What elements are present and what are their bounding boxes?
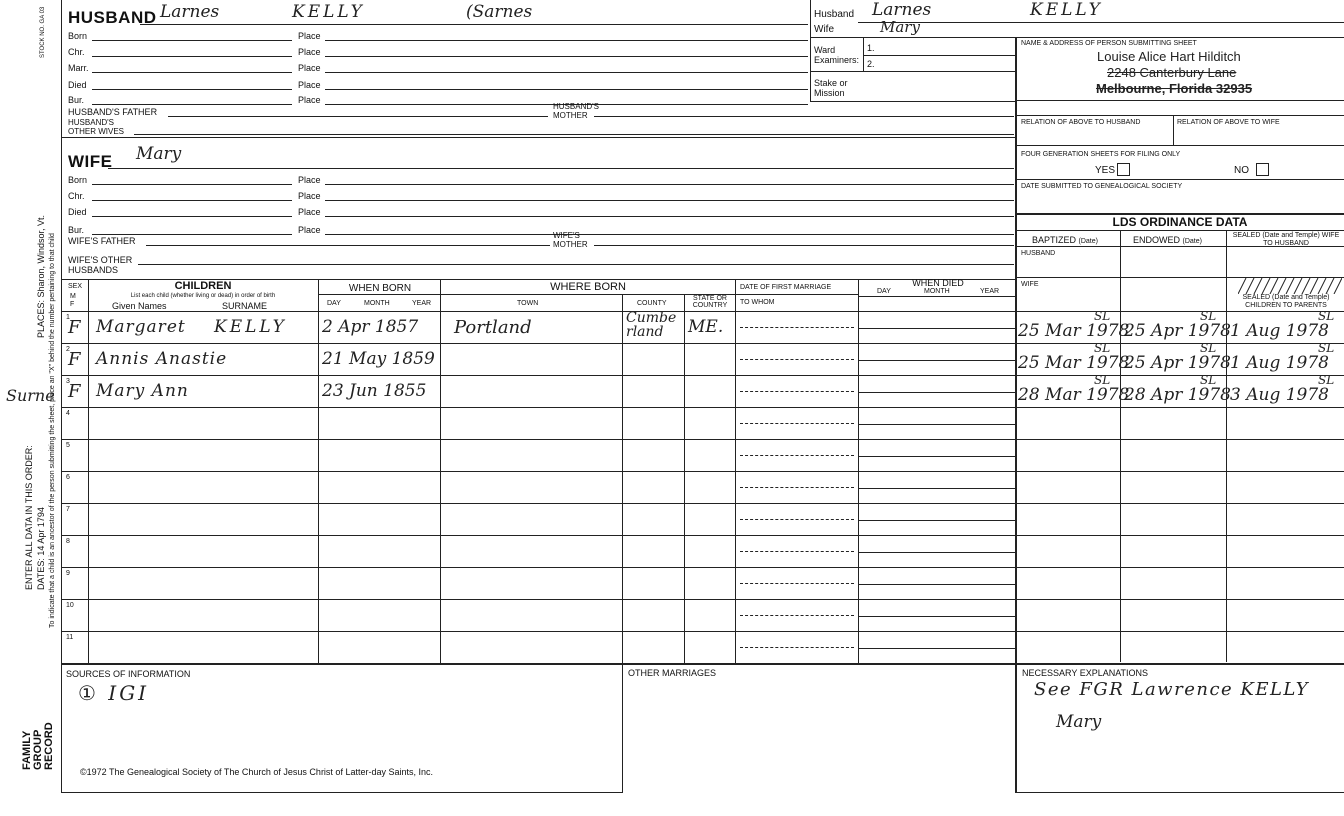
child-row-divider <box>61 567 1016 568</box>
when-born-day: DAY <box>327 300 341 307</box>
lds-col-divider-2 <box>1226 230 1227 662</box>
when-died-month: MONTH <box>924 288 950 295</box>
date-submitted-label: DATE SUBMITTED TO GENEALOGICAL SOCIETY <box>1021 183 1183 190</box>
husband-father-line <box>168 116 548 117</box>
lds-baptized-text: BAPTIZED <box>1032 235 1077 245</box>
when-died-year: YEAR <box>980 288 1000 295</box>
child-birth-date: 21 May 1859 <box>322 349 435 369</box>
wife-chr-place-line <box>325 200 1014 201</box>
husband-marr-place-line <box>325 72 808 73</box>
lds-temple-code-1: SL <box>1094 373 1111 387</box>
lds-endowed-date: 25 Apr 1978 <box>1124 353 1231 373</box>
header-wife-label: Wife <box>814 24 834 35</box>
lds-baptized-date: 25 Mar 1978 <box>1018 321 1130 341</box>
child-birth-state: ME. <box>688 317 724 337</box>
lds-sealed-children-label: SEALED (Date and Temple) CHILDREN TO PARENTS <box>1242 294 1330 309</box>
born-subheader-line <box>319 294 735 295</box>
child-marriage-line <box>740 647 854 648</box>
four-gen-line <box>1016 179 1344 180</box>
child-marriage-line <box>740 327 854 328</box>
stake-label: Stake or <box>814 78 848 88</box>
husband-father-label: HUSBAND'S FATHER <box>68 107 158 117</box>
lds-row-divider <box>1016 567 1344 568</box>
husband-given-name: Larnes <box>160 2 220 22</box>
child-died-line <box>858 392 1016 393</box>
child-number: 6 <box>66 474 70 481</box>
lds-row-divider <box>1016 535 1344 536</box>
children-header-bottom <box>61 311 1016 312</box>
header-husband-surname: KELLY <box>1030 0 1103 20</box>
to-whom-label: TO WHOM <box>740 299 775 306</box>
child-given-name: Mary Ann <box>96 381 189 401</box>
child-died-line <box>858 584 1016 585</box>
husband-born-label: Born <box>68 31 88 41</box>
child-number: 7 <box>66 506 70 513</box>
child-sex: F <box>68 349 81 370</box>
child-marriage-line <box>740 551 854 552</box>
child-row-divider <box>61 471 1016 472</box>
lds-wife-line <box>1016 311 1344 312</box>
husband-chr-place-label: Place <box>298 47 321 57</box>
child-number: 5 <box>66 442 70 449</box>
child-row-divider <box>61 535 1016 536</box>
footer-bottom-line <box>61 792 622 793</box>
submitter-street: 2248 Canterbury Lane <box>1107 65 1237 80</box>
sealed-hatch-marks <box>1238 278 1342 294</box>
wife-born-label: Born <box>68 175 88 185</box>
child-birth-town: Portland <box>454 317 532 338</box>
child-number: 4 <box>66 410 70 417</box>
wife-bur-label: Bur. <box>68 225 85 235</box>
explanations-value: See FGR Lawrence KELLY <box>1034 679 1310 700</box>
lds-temple-code-2: SL <box>1200 373 1217 387</box>
sources-value-text: IGI <box>108 681 150 705</box>
header-husband-label: Husband <box>814 9 855 20</box>
child-died-line <box>858 424 1016 425</box>
lds-col-divider-1 <box>1120 230 1121 662</box>
relation-wife-label: RELATION OF ABOVE TO WIFE <box>1177 119 1280 126</box>
header-husband-given: Larnes <box>872 0 932 20</box>
husband-bur-place-label: Place <box>298 95 321 105</box>
child-row-divider <box>61 407 1016 408</box>
lds-husband-label: HUSBAND <box>1021 250 1056 257</box>
wife-heading: WIFE <box>68 152 113 171</box>
wife-chr-place-label: Place <box>298 191 321 201</box>
children-list-note: List each child (whether living or dead) in order of birth <box>130 293 276 299</box>
county-label: COUNTY <box>637 300 667 307</box>
lds-endowed-text: ENDOWED <box>1133 235 1180 245</box>
child-birth-date: 2 Apr 1857 <box>322 317 419 337</box>
husband-chr-label: Chr. <box>68 47 85 57</box>
child-marriage-line <box>740 615 854 616</box>
child-row-divider <box>61 599 1016 600</box>
relation-divider <box>1173 115 1174 145</box>
header-husband-line <box>858 22 1344 23</box>
town-label: TOWN <box>517 300 539 307</box>
husband-surname: KELLY <box>292 2 365 22</box>
husband-chr-line <box>92 56 292 57</box>
child-row-divider <box>61 375 1016 376</box>
husband-died-place-line <box>325 89 808 90</box>
wife-died-line <box>92 216 292 217</box>
wife-father-line <box>146 245 550 246</box>
wife-other-husbands-label: WIFE'S OTHER HUSBANDS <box>68 255 133 275</box>
examiners-label: Examiners: <box>814 55 860 65</box>
explanations-value-2: Mary <box>1056 712 1102 732</box>
husband-mother-label: HUSBAND'S MOTHER <box>553 102 599 120</box>
wife-mother-label: WIFE'S MOTHER <box>553 231 588 249</box>
wife-mother-line <box>594 245 1014 246</box>
col-county-divider <box>684 294 685 663</box>
wife-born-place-line <box>325 184 1014 185</box>
child-given-name: Margaret <box>96 317 186 337</box>
places-note: PLACES: Sharon, Windsor, Vt. <box>36 214 46 338</box>
husband-born-place-label: Place <box>298 31 321 41</box>
examiners-divider <box>863 37 864 71</box>
husband-bur-label: Bur. <box>68 95 85 105</box>
mission-label: Mission <box>814 88 845 98</box>
header-wife-given: Mary <box>880 18 920 36</box>
enter-all-note: ENTER ALL DATA IN THIS ORDER: <box>24 445 34 590</box>
child-birth-date: 23 Jun 1855 <box>322 381 427 401</box>
lds-wife-label: WIFE <box>1021 281 1039 288</box>
wife-bur-place-line <box>325 234 1014 235</box>
first-marriage-line <box>736 294 858 295</box>
header-wife-line <box>810 37 1344 38</box>
husband-chr-place-line <box>325 56 808 57</box>
husband-other-wives-line <box>134 134 1014 135</box>
relation-husband-label: RELATION OF ABOVE TO HUSBAND <box>1021 119 1141 126</box>
lds-endowed-date: 28 Apr 1978 <box>1124 385 1231 405</box>
children-label: CHILDREN <box>174 280 232 292</box>
ancestor-indicator-note: To indicate that a child is an ancestor of the person submitting the sheet, place an "X" behind the number pertaining to that child <box>49 233 56 628</box>
husband-marr-label: Marr. <box>68 63 89 73</box>
wife-chr-line <box>92 200 292 201</box>
lds-baptized-date: 28 Mar 1978 <box>1018 385 1130 405</box>
first-marriage-label: DATE OF FIRST MARRIAGE <box>740 284 832 291</box>
child-marriage-line <box>740 359 854 360</box>
husband-bur-line <box>92 104 292 105</box>
stake-divider <box>810 101 1016 102</box>
wife-died-place-line <box>325 216 1014 217</box>
stock-number: STOCK NO. GA 03 <box>40 6 46 58</box>
husband-marr-line <box>92 72 292 73</box>
lds-row-divider <box>1016 471 1344 472</box>
child-birth-county: Cumberland <box>626 310 677 340</box>
margin-handwritten-note: Surne <box>6 386 55 405</box>
lds-temple-code-3: SL <box>1318 309 1335 323</box>
left-border <box>61 0 62 792</box>
wife-died-label: Died <box>68 207 87 217</box>
family-group-record-title: FAMILY GROUP RECORD <box>21 722 55 770</box>
right-panel-border <box>1015 37 1017 793</box>
wife-bur-place-label: Place <box>298 225 321 235</box>
child-died-line <box>858 648 1016 649</box>
lds-temple-code-2: SL <box>1200 309 1217 323</box>
when-born-month: MONTH <box>364 300 390 307</box>
lds-sealed-date: 1 Aug 1978 <box>1230 321 1329 341</box>
lds-temple-code-2: SL <box>1200 341 1217 355</box>
wife-died-place-label: Place <box>298 207 321 217</box>
footer-right-bottom-line <box>1016 792 1344 793</box>
sex-label: SEX <box>68 283 83 290</box>
lds-row-divider <box>1016 503 1344 504</box>
lds-temple-code-3: SL <box>1318 341 1335 355</box>
child-sex: F <box>68 381 81 402</box>
surname-label: SURNAME <box>222 301 268 311</box>
child-row-divider <box>61 503 1016 504</box>
relation-top-line <box>1016 115 1344 116</box>
explanations-label: NECESSARY EXPLANATIONS <box>1022 668 1149 678</box>
footer-divider <box>622 663 623 793</box>
child-number: 8 <box>66 538 70 545</box>
child-marriage-line <box>740 519 854 520</box>
examiner-2: 2. <box>867 59 875 69</box>
husband-marr-place-label: Place <box>298 63 321 73</box>
four-gen-yes-checkbox[interactable] <box>1117 163 1130 176</box>
wife-father-label: WIFE'S FATHER <box>68 236 136 246</box>
child-died-line <box>858 360 1016 361</box>
lds-row-divider <box>1016 599 1344 600</box>
lds-row-divider <box>1016 631 1344 632</box>
wife-other-husbands-line <box>138 264 1014 265</box>
wife-given-name: Mary <box>136 144 182 164</box>
child-marriage-line <box>740 391 854 392</box>
child-died-line <box>858 616 1016 617</box>
child-number: 9 <box>66 570 70 577</box>
wife-chr-label: Chr. <box>68 191 85 201</box>
given-names-label: Given Names <box>112 301 167 311</box>
lds-row-divider <box>1016 375 1344 376</box>
husband-born-place-line <box>325 40 808 41</box>
dates-note: DATES: 14 Apr 1794 <box>36 507 46 590</box>
husband-mother-line <box>594 116 1014 117</box>
lds-sealed-date: 1 Aug 1978 <box>1230 353 1329 373</box>
when-died-day: DAY <box>877 288 891 295</box>
child-died-line <box>858 552 1016 553</box>
wife-born-line <box>92 184 292 185</box>
child-number: 3 <box>66 378 70 385</box>
child-number: 11 <box>66 634 74 641</box>
lds-baptized-date: 25 Mar 1978 <box>1018 353 1130 373</box>
husband-heading: HUSBAND <box>68 8 157 27</box>
when-died-label: WHEN DIED <box>912 278 964 288</box>
ward-divider <box>810 71 1016 72</box>
footer-top-line <box>61 663 1344 665</box>
submitter-label: NAME & ADDRESS OF PERSON SUBMITTING SHEET <box>1021 40 1197 47</box>
four-gen-no-checkbox[interactable] <box>1256 163 1269 176</box>
child-died-line <box>858 328 1016 329</box>
lds-row-divider <box>1016 407 1344 408</box>
child-died-line <box>858 456 1016 457</box>
child-number: 2 <box>66 346 70 353</box>
child-row-divider <box>61 343 1016 344</box>
lds-header-line <box>1016 246 1344 247</box>
lds-row-divider <box>1016 439 1344 440</box>
when-died-line <box>858 296 1016 297</box>
examiner-1: 1. <box>867 43 875 53</box>
husband-name-line <box>140 24 808 25</box>
husband-died-line <box>92 89 292 90</box>
submitter-line <box>1016 100 1344 101</box>
child-sex: F <box>68 317 81 338</box>
sources-value <box>78 681 149 705</box>
lds-temple-code-1: SL <box>1094 341 1111 355</box>
child-marriage-line <box>740 487 854 488</box>
lds-temple-code-3: SL <box>1318 373 1335 387</box>
lds-title: LDS ORDINANCE DATA <box>1112 215 1248 229</box>
header-box-left-border <box>810 0 811 102</box>
copyright-notice: ©1972 The Genealogical Society of The Church of Jesus Christ of Latter-day Saints, Inc. <box>80 767 433 777</box>
child-number: 10 <box>66 602 74 609</box>
when-born-label: WHEN BORN <box>348 283 412 294</box>
lds-row-divider <box>1016 343 1344 344</box>
child-number: 1 <box>66 314 70 321</box>
examiner-1-line <box>863 55 1015 56</box>
four-gen-yes-label: YES <box>1095 165 1116 176</box>
child-died-line <box>858 520 1016 521</box>
wife-born-place-label: Place <box>298 175 321 185</box>
wife-name-line <box>108 168 1014 169</box>
lds-endowed-date-note: (Date) <box>1182 238 1202 245</box>
husband-born-line <box>92 40 292 41</box>
four-gen-no-label: NO <box>1234 165 1249 176</box>
sources-label: SOURCES OF INFORMATION <box>66 669 191 679</box>
lds-temple-code-1: SL <box>1094 309 1111 323</box>
submitter-name: Louise Alice Hart Hilditch <box>1097 49 1241 64</box>
husband-died-label: Died <box>68 80 87 90</box>
lds-endowed-date: 25 Apr 1978 <box>1124 321 1231 341</box>
lds-baptized-date-note: (Date) <box>1078 238 1098 245</box>
child-given-name: Annis Anastie <box>96 349 228 369</box>
child-row-divider <box>61 631 1016 632</box>
lds-sealed-wife-label: SEALED (Date and Temple) WIFE TO HUSBAND <box>1232 232 1340 247</box>
husband-other-wives-label: HUSBAND'S OTHER WIVES <box>68 118 125 136</box>
child-marriage-line <box>740 423 854 424</box>
state-label: STATE OR COUNTRY <box>692 295 728 309</box>
submitter-city: Melbourne, Florida 32935 <box>1096 81 1253 96</box>
child-marriage-line <box>740 583 854 584</box>
husband-alt-name: (Sarnes <box>466 2 533 22</box>
four-gen-label: FOUR GENERATION SHEETS FOR FILING ONLY <box>1021 151 1181 158</box>
sex-mf-label: M F <box>70 293 76 308</box>
child-marriage-line <box>740 455 854 456</box>
child-row-divider <box>61 439 1016 440</box>
lds-sealed-date: 3 Aug 1978 <box>1230 385 1329 405</box>
child-surname: KELLY <box>214 317 287 337</box>
relation-bottom-line <box>1016 145 1344 146</box>
where-born-label: WHERE BORN <box>550 281 626 293</box>
wife-bur-line <box>92 234 292 235</box>
col-town-divider <box>622 294 623 663</box>
when-born-year: YEAR <box>412 300 432 307</box>
child-died-line <box>858 488 1016 489</box>
husband-section-divider <box>61 137 1016 138</box>
husband-died-place-label: Place <box>298 80 321 90</box>
ward-label: Ward <box>814 45 836 55</box>
lds-title-line <box>1016 230 1344 231</box>
circled-one-icon: ① <box>78 681 99 705</box>
other-marriages-label: OTHER MARRIAGES <box>628 668 717 678</box>
